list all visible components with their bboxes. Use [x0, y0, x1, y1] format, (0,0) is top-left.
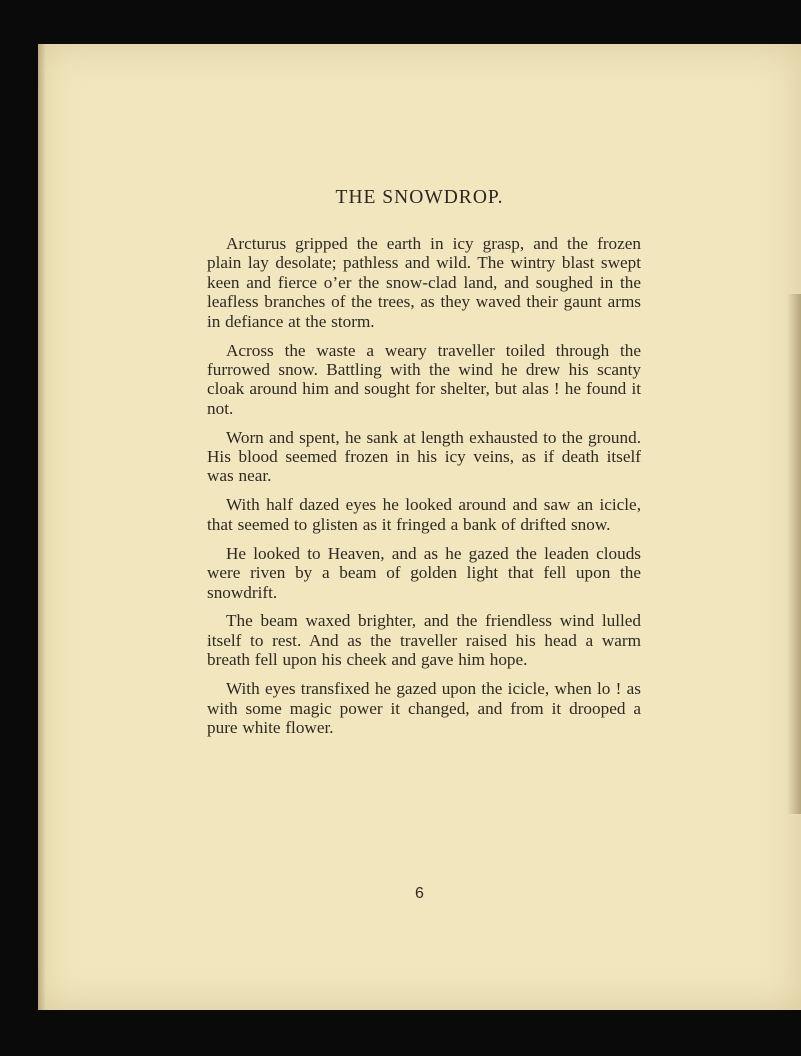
page-title: THE SNOWDROP. [335, 187, 504, 208]
book-page [38, 44, 801, 1010]
paragraph-7: With eyes transfixed he gazed upon the icicle, when lo ! as with some magic power it changed, and from it drooped a pure white flower. [207, 679, 641, 737]
paragraph-4: With half dazed eyes he looked around and saw an icicle, that seemed to glisten as it fringed a bank of drifted snow. [207, 495, 641, 534]
paragraph-6: The beam waxed brighter, and the friendless wind lulled itself to rest. And as the traveller raised his head a warm breath fell upon his cheek and gave him hope. [207, 611, 641, 670]
story-text [207, 234, 641, 747]
page-number: 6 [415, 885, 424, 902]
paragraph-5: He looked to Heaven, and as he gazed the leaden clouds were riven by a beam of golden light that fell upon the snowdrift. [207, 543, 641, 602]
paragraph-3: Worn and spent, he sank at length exhausted to the ground. His blood seemed frozen in his icy veins, as if death itself was near. [207, 427, 641, 486]
paragraph-2: Across the waste a weary traveller toiled through the furrowed snow. Battling with the wind he drew his scanty cloak around him and sought for shelter, but alas ! he found it not. [207, 340, 641, 418]
paragraph-1: Arcturus gripped the earth in icy grasp, and the frozen plain lay desolate; pathless and wild. The wintry blast swept keen and fierce o’er the snow-clad land, and soughed in the leafless branches of the trees, as they waved their gaunt arms in defiance at the storm. [207, 234, 641, 331]
